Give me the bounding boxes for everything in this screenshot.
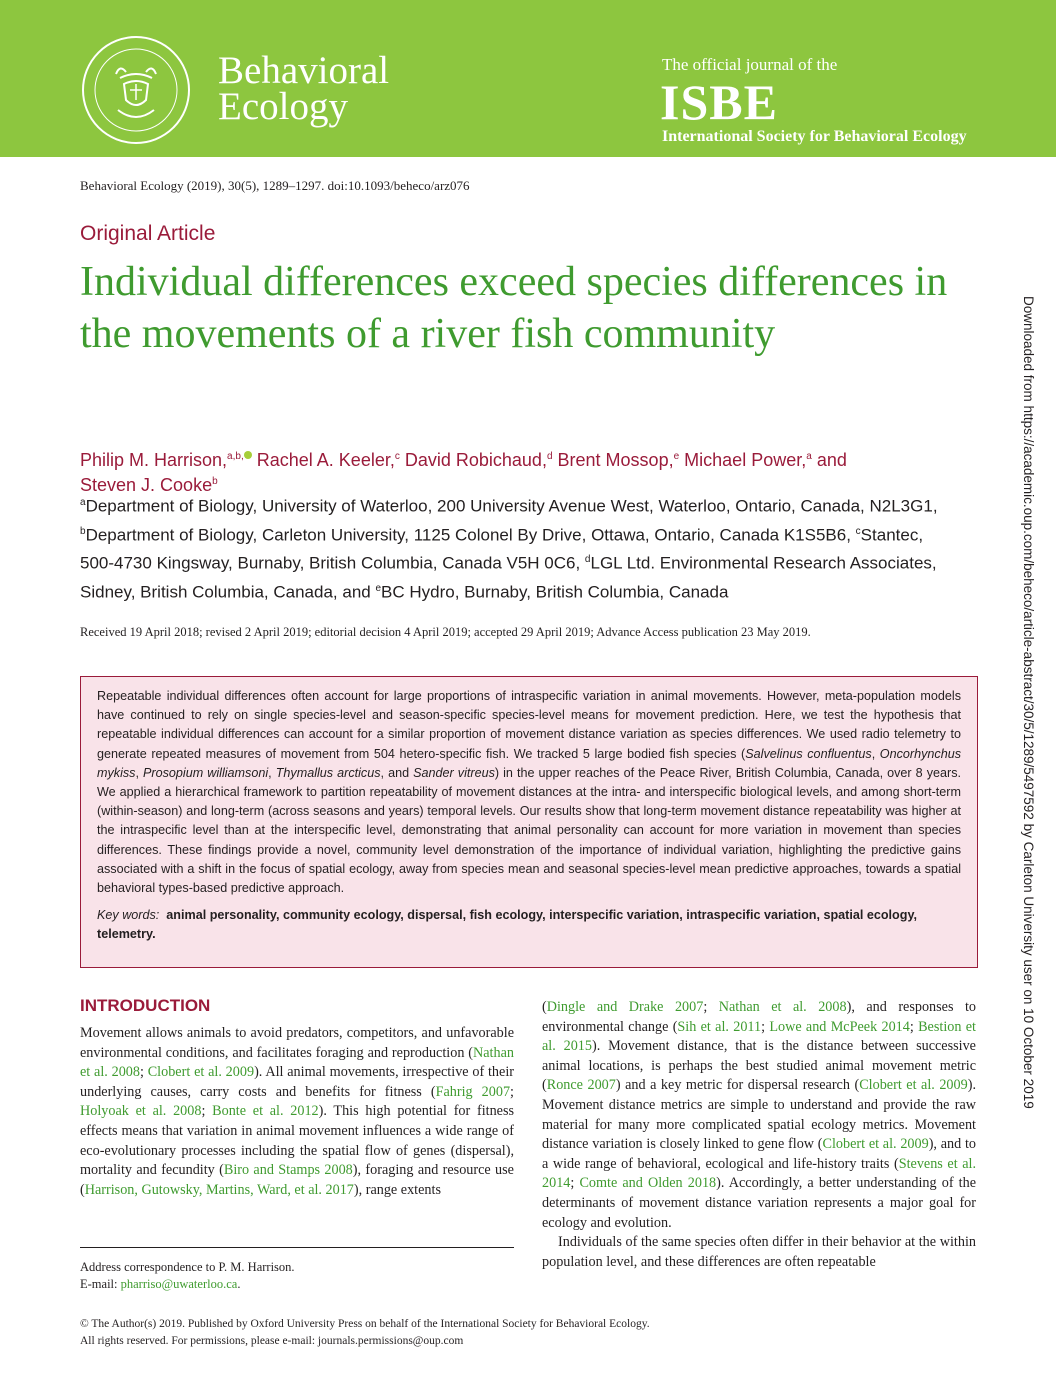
body-text-run: ; [510,1083,514,1100]
author-name[interactable]: Rachel A. Keeler, [256,450,395,470]
society-prefix: The official journal of the [662,55,838,74]
citation-link[interactable]: Clobert et al. 2009 [822,1136,929,1153]
correspondence-address: Address correspondence to P. M. Harrison. [80,1260,295,1274]
body-text-run: ( [542,999,547,1015]
journal-banner [0,0,1056,157]
body-text-run: ). Movement distance, that is the distance between successive animal locations, is perhaps the best studied animal movement metric ( [542,1038,976,1094]
author-affil-marker: d [546,451,553,462]
author-name[interactable]: Michael Power, [684,450,807,470]
affiliation: LGL Ltd. Environmental Research Associates, Sidney, British Columbia, Canada, and [80,553,937,602]
citation-link[interactable]: Bonte et al. 2012 [212,1103,319,1120]
affiliations [80,490,940,605]
body-text-run: ), range extents [353,1181,441,1198]
article-type: Original Article [80,222,216,245]
body-paragraph: Individuals of the same species often differ in their behavior at the within population level, and these differences are often repeatable [542,1234,976,1270]
email-link[interactable]: pharriso@uwaterloo.ca [120,1277,238,1291]
affil-marker: c [855,525,861,537]
permissions-line: All rights reserved. For permissions, please e-mail: journals.permissions@oup.com [80,1335,464,1347]
body-text-run: ; [703,999,719,1015]
abstract-segment: Repeatable individual differences often account for large proportions of intraspecific variation in animal movements. However, meta-population models have continued to rely on single species-level and season-specific species-level means for movement prediction. Here, we test the hypothesis that repeatable individual differences can account for a similar proportion of movement distance variation as species differences. We used radio telemetry to generate repeated measures of movement from 504 hetero-specific fish. We tracked 5 large bodied fish species ( [97,689,961,761]
citation-link[interactable]: Stevens et al. 2014 [542,1155,976,1192]
journal-name-line1: Behavioral [218,49,390,92]
species-name: Salvelinus confluentus [745,746,872,761]
copyright-notice [80,1316,650,1350]
species-name: Prosopium williamsoni [143,765,269,780]
body-text-run: ), foraging and resource use ( [80,1162,514,1198]
download-note-text: Downloaded from https://academic.oup.com/beheco/article-abstract/30/5/1289/5497592 by Carleton University user on 10 October 2019 [1021,296,1036,1109]
abstract-box [80,676,978,968]
affiliation: Department of Biology, Carleton University, 1125 Colonel By Drive, Ottawa, Ontario, Canada K1S5B6, [85,525,856,545]
body-text-run: ; [570,1175,580,1192]
citation-link[interactable]: Sih et al. 2011 [677,1018,762,1035]
body-text-run: Movement allows animals to avoid predators, competitors, and unfavorable environmental conditions, and facilitates foraging and reproduction ( [80,1025,514,1061]
affiliation: Department of Biology, University of Waterloo, 200 University Avenue West, Waterloo, Ontario, Canada, N2L3G1, [85,496,938,516]
species-name: Sander vitreus [413,765,495,780]
body-text-run: ; [139,1064,148,1081]
citation-link[interactable]: Comte and Olden 2018 [579,1175,717,1192]
author-conjunction: and [816,450,847,470]
journal-name [218,49,390,128]
body-text-run: ). Movement distance metrics are simple to understand and provide the raw material for many more complicated spatial ecology metrics. Movement distance variation is closely linked to gene flow ( [542,1077,976,1153]
article-title: Individual differences exceed species differences in the movements of a river fish community [80,259,948,357]
affiliation: Stantec, 500-4730 Kingsway, Burnaby, British Columbia, Canada V5H 0C6, [80,525,924,573]
author-affil-marker: a,b, [227,451,244,462]
affil-marker: e [375,582,382,594]
author-affil-marker: a [806,451,812,462]
society-seal-icon [80,34,192,146]
body-text-run: ; [201,1103,213,1120]
citation-link[interactable]: Clobert et al. 2009 [147,1064,255,1081]
body-column-right [542,998,976,1272]
abstract-segment: ) in the upper reaches of the Peace River, British Columbia, Canada, over 8 years. We applied a hierarchical framework to partition repeatability of movement distances at the intra- and interspecific biological levels, and among short-term (within-season) and long-term (across seasons and years) temporal levels. Our results show that long-term movement distance repeatability was higher at the intraspecific level than at the interspecific level, demonstrating that animal personality can account for more variation in movement than species differences. These findings provide a novel, community level demonstration of the importance of individual variation, highlighting the predictive gains associated with a shift in the focus of spatial ecology, away from species mean and seasonal species-level mean predictive approaches, towards a spatial behavioral types-based predictive approach. [97,765,962,896]
abstract-separator: , [268,765,276,780]
body-text-run: ), and to a wide range of behavioral, ecological and life-history traits ( [542,1136,976,1172]
citation-link[interactable]: Fahrig 2007 [435,1083,511,1100]
author-list [80,446,980,496]
affil-marker: a [80,497,86,508]
author-affil-marker: c [394,451,400,462]
abstract-text [97,687,961,898]
author-name[interactable]: Brent Mossop, [557,450,674,470]
orcid-icon[interactable] [244,451,252,459]
author-name[interactable]: David Robichaud, [404,450,547,470]
citation-link[interactable]: Nathan et al. 2008 [718,999,847,1015]
body-paragraph [542,998,976,1233]
body-text-run: ) and a key metric for dispersal research ( [615,1077,860,1094]
body-paragraph [80,1024,514,1200]
journal-name-line2: Ecology [218,85,348,128]
citation-line: Behavioral Ecology (2019), 30(5), 1289–1297. doi:10.1093/beheco/arz076 [80,178,470,193]
citation-link[interactable]: Clobert et al. 2009 [859,1077,968,1094]
correspondence-email-line [80,1276,295,1293]
society-acronym: ISBE [660,74,778,130]
correspondence-footnote [80,1259,295,1293]
footnote-divider [80,1247,514,1248]
species-name: Oncorhynchus mykiss [97,746,961,780]
citation-link[interactable]: Bestion et al. 2015 [542,1018,976,1055]
abstract-separator: , [871,746,880,761]
download-note [1012,296,1042,1156]
keywords-list: animal personality, community ecology, dispersal, fish ecology, interspecific variation, intraspecific variation, spatial ecology, telemetry. [97,908,918,942]
species-name: Thymallus arcticus [275,765,381,780]
body-text-run: ). All animal movements, irrespective of their underlying causes, carry costs and benefits for fitness ( [80,1064,514,1100]
society-full-name: International Society for Behavioral Ecology [662,128,967,145]
abstract-separator: , and [380,765,414,780]
author-affil-marker: e [673,451,680,462]
citation-link[interactable]: Biro and Stamps 2008 [223,1162,353,1179]
abstract-separator: , [135,765,144,780]
email-label: E-mail: [80,1277,121,1291]
body-text-run: ; [909,1018,919,1035]
author-name[interactable]: Steven J. Cooke [80,475,213,495]
citation-link[interactable]: Ronce 2007 [546,1077,616,1094]
citation-link[interactable]: Harrison, Gutowsky, Martins, Ward, et al. 2017 [84,1181,354,1198]
citation-link[interactable]: Lowe and McPeek 2014 [769,1018,910,1035]
copyright-line: © The Author(s) 2019. Published by Oxford University Press on behalf of the International Society for Behavioral Ecology. [80,1318,650,1330]
citation-link[interactable]: Dingle and Drake 2007 [546,999,704,1015]
section-heading: INTRODUCTION [80,996,211,1015]
citation-link[interactable]: Nathan et al. 2008 [80,1044,514,1081]
body-text-run: ). This high potential for fitness effects means that variation in animal movement influences a wide range of eco-evolutionary processes including the spatial flow of genes (dispersal), mortality and fecundity ( [80,1103,515,1179]
keywords-label: Key words: [97,908,160,923]
affiliation: BC Hydro, Burnaby, British Columbia, Canada [381,582,729,602]
affil-marker: b [80,525,86,537]
body-column-left [80,996,514,1200]
citation-link[interactable]: Holyoak et al. 2008 [80,1103,202,1120]
author-affil-marker: b [212,476,218,487]
affil-marker: d [584,554,591,566]
body-text-run: ; [761,1018,770,1035]
keywords [97,906,961,944]
received-dates: Received 19 April 2018; revised 2 April 2019; editorial decision 4 April 2019; accepted 29 April 2019; Advance Access publication 23 May 2019. [80,625,811,639]
body-text-run: ), and responses to environmental change ( [542,999,976,1035]
body-text-run: ). Accordingly, a better understanding of the determinants of movement distance variation represents a major goal for ecology and evolution. [542,1175,976,1231]
author-name[interactable]: Philip M. Harrison, [80,450,228,470]
email-punctuation: . [237,1277,241,1291]
